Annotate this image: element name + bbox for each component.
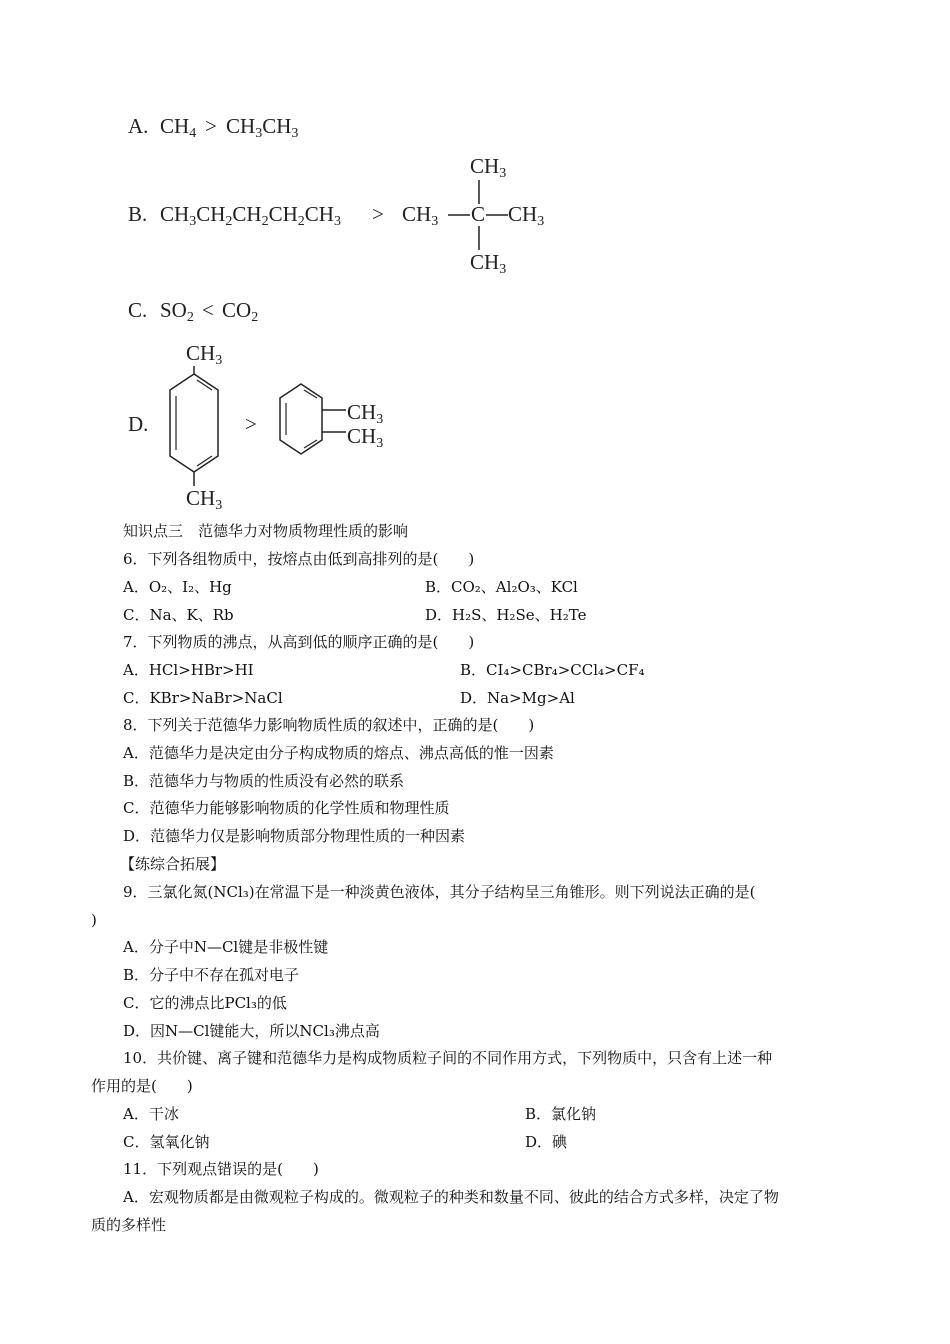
q8-option-b[interactable]: B．范德华力与物质的性质没有必然的联系 [123,772,405,790]
formula-ch4: $CH_4$ [160,114,197,141]
methyl-group: $CH_3$ [470,250,507,277]
question-8-stem: 8．下列关于范德华力影响物质性质的叙述中，正确的是( ) [123,716,535,734]
q7-option-a[interactable]: A．HCl>HBr>HI [123,661,254,679]
q11-option-a[interactable]: A．宏观物质都是由微观粒子构成的。微观粒子的种类和数量不同、彼此的结合方式多样，决定了物 [123,1188,779,1206]
q8-option-c[interactable]: C．范德华力能够影响物质的化学性质和物理性质 [123,799,450,817]
q6-option-d[interactable]: D．H₂S、H₂Se、H₂Te [425,606,587,624]
q11-option-a-tail: 质的多样性 [91,1216,167,1234]
q8-option-d[interactable]: D．范德华力仅是影响物质部分物理性质的一种因素 [123,827,466,845]
question-6-stem: 6．下列各组物质中，按熔点由低到高排列的是( ) [123,550,475,568]
methyl-group: $CH_3$ [347,424,384,451]
methyl-group: $CH_3$ [186,486,223,513]
q10-option-a[interactable]: A．干冰 [123,1105,179,1123]
compare-operator: > [372,202,384,226]
question-10-stem-tail: 作用的是( ) [91,1077,193,1095]
option-b-label: B. [128,202,148,226]
central-carbon: C [471,202,486,226]
compare-operator: < [202,298,214,322]
q10-option-c[interactable]: C．氢氧化钠 [123,1133,210,1151]
practice-section-title: 【练综合拓展】 [120,855,226,873]
formula-co2: $CO_2$ [222,298,259,325]
q9-option-d[interactable]: D．因N—Cl键能大，所以NCl₃沸点高 [123,1022,380,1040]
q7-option-d[interactable]: D．Na>Mg>Al [460,689,575,707]
option-c-label: C. [128,298,148,322]
q9-option-c[interactable]: C．它的沸点比PCl₃的低 [123,994,287,1012]
q10-option-d[interactable]: D．碘 [525,1133,568,1151]
q6-option-c[interactable]: C．Na、K、Rb [123,606,234,624]
question-9-stem-tail: ) [91,911,97,929]
section-title: 知识点三 范德华力对物质物理性质的影响 [123,522,409,540]
q10-option-b[interactable]: B．氯化钠 [525,1105,597,1123]
methyl-group: $CH_3$ [402,202,439,229]
compare-operator: > [245,412,257,436]
q7-option-b[interactable]: B．CI₄>CBr₄>CCl₄>CF₄ [460,661,645,679]
methyl-group: $CH_3$ [186,341,223,368]
formula-pentane: $CH_3CH_2CH_2CH_2CH_3$ [160,202,341,229]
option-a-label: A. [128,114,149,138]
q6-option-a[interactable]: A．O₂、I₂、Hg [123,578,232,596]
q7-option-c[interactable]: C．KBr>NaBr>NaCl [123,689,283,707]
methyl-group: $CH_3$ [470,154,507,181]
q9-option-b[interactable]: B．分子中不存在孤对电子 [123,966,300,984]
option-d-label: D. [128,412,149,436]
formula-ethane: $CH_3CH_3$ [226,114,299,141]
question-7-stem: 7．下列物质的沸点，从高到低的顺序正确的是( ) [123,633,475,651]
compare-operator: > [205,114,217,138]
q8-option-a[interactable]: A．范德华力是决定由分子构成物质的熔点、沸点高低的惟一因素 [123,744,554,762]
methyl-group: $CH_3$ [508,202,545,229]
question-10-stem: 10．共价键、离子键和范德华力是构成物质粒子间的不同作用方式，下列物质中，只含有上述一种 [123,1049,773,1067]
q9-option-a[interactable]: A．分子中N—Cl键是非极性键 [123,938,329,956]
formula-so2: $SO_2$ [160,298,194,325]
question-9-stem: 9．三氯化氮(NCl₃)在常温下是一种淡黄色液体，其分子结构呈三角锥形。则下列说法正确的是( [123,883,756,901]
q6-option-b[interactable]: B．CO₂、Al₂O₃、KCl [425,578,578,596]
question-11-stem: 11．下列观点错误的是( ) [123,1160,319,1178]
methyl-group: $CH_3$ [347,400,384,427]
